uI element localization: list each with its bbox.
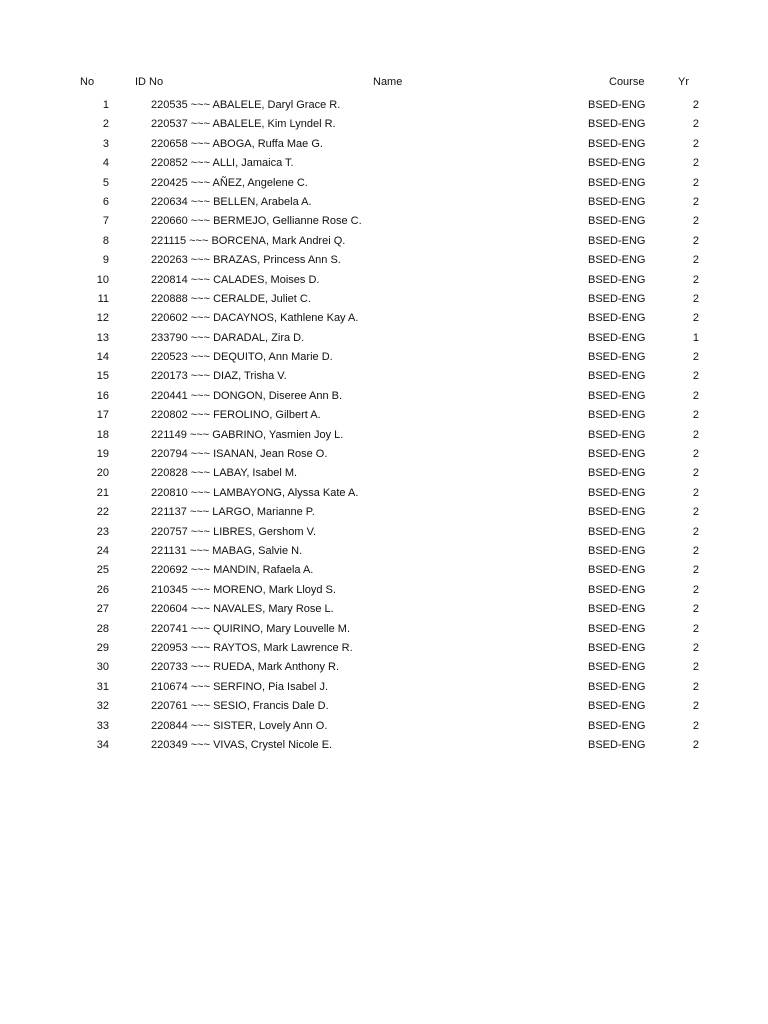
course: BSED-ENG (588, 719, 646, 732)
row-number: 5 (102, 176, 109, 189)
table-row (0, 426, 768, 445)
row-number: 11 (97, 292, 109, 305)
id-and-name: 220535 ~~~ ABALELE, Daryl Grace R. (151, 99, 341, 111)
id-and-name: 220810 ~~~ LAMBAYONG, Alyssa Kate A. (151, 486, 359, 499)
header-course: Course (609, 76, 645, 88)
table-row (0, 503, 768, 522)
id-and-name: 220634 ~~~ BELLEN, Arabela A. (151, 195, 312, 208)
year-level: 2 (692, 448, 699, 461)
row-number: 10 (96, 273, 109, 286)
id-and-name: 220263 ~~~ BRAZAS, Princess Ann S. (151, 254, 341, 267)
year-level: 2 (692, 486, 699, 499)
course: BSED-ENG (588, 428, 646, 441)
course: BSED-ENG (588, 273, 646, 286)
table-row (0, 329, 768, 348)
course: BSED-ENG (588, 234, 646, 247)
row-number: 22 (96, 506, 109, 519)
table-row (0, 717, 768, 736)
id-and-name: 220852 ~~~ ALLI, Jamaica T. (151, 157, 294, 170)
header-no: No (80, 76, 95, 88)
table-row (0, 464, 768, 483)
id-and-name: 210345 ~~~ MORENO, Mark Lloyd S. (151, 583, 336, 596)
year-level: 2 (692, 680, 699, 693)
row-number: 28 (96, 622, 109, 635)
row-number: 14 (96, 351, 109, 364)
row-number: 3 (102, 137, 109, 150)
table-row (0, 115, 768, 134)
year-level: 2 (692, 506, 699, 519)
course: BSED-ENG (588, 409, 646, 422)
row-number: 13 (96, 331, 109, 344)
table-row (0, 445, 768, 464)
year-level: 2 (692, 738, 699, 751)
id-and-name: 220602 ~~~ DACAYNOS, Kathlene Kay A. (151, 312, 359, 325)
year-level: 2 (692, 254, 699, 267)
id-and-name: 220953 ~~~ RAYTOS, Mark Lawrence R. (151, 641, 353, 654)
course: BSED-ENG (588, 622, 646, 635)
year-level: 2 (692, 118, 699, 131)
table-row (0, 484, 768, 503)
id-and-name: 221149 ~~~ GABRINO, Yasmien Joy L. (151, 428, 344, 441)
year-level: 2 (692, 137, 699, 150)
table-row (0, 736, 768, 755)
row-number: 4 (102, 157, 109, 170)
row-number: 15 (96, 370, 109, 383)
row-number: 32 (96, 700, 109, 713)
table-header (0, 74, 768, 90)
header-name: Name (373, 76, 403, 88)
id-and-name: 220604 ~~~ NAVALES, Mary Rose L. (151, 603, 334, 616)
year-level: 2 (692, 157, 699, 170)
course: BSED-ENG (588, 195, 646, 208)
table-row (0, 678, 768, 697)
id-and-name: 220757 ~~~ LIBRES, Gershom V. (151, 525, 317, 538)
header-yr: Yr (678, 76, 689, 88)
course: BSED-ENG (588, 564, 646, 577)
table-row (0, 658, 768, 677)
table-row (0, 406, 768, 425)
id-and-name: 220537 ~~~ ABALELE, Kim Lyndel R. (151, 118, 336, 131)
table-row (0, 639, 768, 658)
row-number: 24 (96, 544, 109, 557)
course: BSED-ENG (588, 486, 646, 499)
row-number: 33 (96, 719, 109, 732)
year-level: 2 (692, 99, 699, 111)
row-number: 17 (96, 409, 109, 422)
table-row (0, 154, 768, 173)
year-level: 2 (692, 409, 699, 422)
row-number: 8 (102, 234, 109, 247)
course: BSED-ENG (588, 641, 646, 654)
year-level: 2 (692, 467, 699, 480)
course: BSED-ENG (588, 603, 646, 616)
course: BSED-ENG (588, 99, 646, 111)
year-level: 2 (692, 603, 699, 616)
row-number: 26 (96, 583, 109, 596)
id-and-name: 210674 ~~~ SERFINO, Pia Isabel J. (151, 680, 329, 693)
course: BSED-ENG (588, 157, 646, 170)
course: BSED-ENG (588, 525, 646, 538)
course: BSED-ENG (588, 215, 646, 228)
course: BSED-ENG (588, 661, 646, 674)
table-row (0, 271, 768, 290)
course: BSED-ENG (588, 467, 646, 480)
course: BSED-ENG (588, 448, 646, 461)
year-level: 2 (692, 234, 699, 247)
row-number: 23 (96, 525, 109, 538)
id-and-name: 220425 ~~~ AÑEZ, Angelene C. (151, 176, 308, 189)
course: BSED-ENG (588, 700, 646, 713)
id-and-name: 220844 ~~~ SISTER, Lovely Ann O. (151, 719, 328, 732)
year-level: 2 (692, 176, 699, 189)
course: BSED-ENG (588, 583, 646, 596)
course: BSED-ENG (588, 331, 646, 344)
year-level: 2 (692, 719, 699, 732)
header-id-no: ID No (135, 76, 164, 88)
row-number: 20 (96, 467, 109, 480)
year-level: 2 (692, 312, 699, 325)
year-level: 2 (692, 661, 699, 674)
course: BSED-ENG (588, 370, 646, 383)
year-level: 2 (692, 370, 699, 383)
row-number: 12 (96, 312, 109, 325)
id-and-name: 220441 ~~~ DONGON, Diseree Ann B. (151, 389, 343, 402)
course: BSED-ENG (588, 506, 646, 519)
table-row (0, 561, 768, 580)
year-level: 2 (692, 525, 699, 538)
table-row (0, 523, 768, 542)
id-and-name: 220523 ~~~ DEQUITO, Ann Marie D. (151, 351, 333, 364)
course: BSED-ENG (588, 254, 646, 267)
row-number: 30 (96, 661, 109, 674)
table-row (0, 697, 768, 716)
course: BSED-ENG (588, 137, 646, 150)
course: BSED-ENG (588, 544, 646, 557)
year-level: 2 (692, 583, 699, 596)
table-row (0, 348, 768, 367)
row-number: 19 (96, 448, 109, 461)
row-number: 31 (96, 680, 109, 693)
row-number: 25 (96, 564, 109, 577)
year-level: 2 (692, 564, 699, 577)
id-and-name: 220733 ~~~ RUEDA, Mark Anthony R. (151, 661, 340, 674)
table-row (0, 96, 768, 115)
table-row (0, 542, 768, 561)
table-row (0, 309, 768, 328)
year-level: 2 (692, 641, 699, 654)
table-row (0, 135, 768, 154)
id-and-name: 220173 ~~~ DIAZ, Trisha V. (151, 370, 287, 383)
row-number: 27 (96, 603, 109, 616)
table-row (0, 387, 768, 406)
row-number: 21 (96, 486, 109, 499)
year-level: 2 (692, 273, 699, 286)
course: BSED-ENG (588, 738, 646, 751)
course: BSED-ENG (588, 118, 646, 131)
year-level: 2 (692, 351, 699, 364)
row-number: 34 (96, 738, 109, 751)
id-and-name: 220349 ~~~ VIVAS, Crystel Nicole E. (151, 738, 333, 751)
year-level: 2 (692, 389, 699, 402)
id-and-name: 220692 ~~~ MANDIN, Rafaela A. (151, 564, 314, 577)
row-number: 1 (102, 99, 109, 111)
id-and-name: 221115 ~~~ BORCENA, Mark Andrei Q. (151, 234, 346, 247)
year-level: 2 (692, 544, 699, 557)
table-row (0, 251, 768, 270)
table-row (0, 212, 768, 231)
row-number: 9 (102, 254, 109, 267)
year-level: 2 (692, 292, 699, 305)
course: BSED-ENG (588, 389, 646, 402)
course: BSED-ENG (588, 292, 646, 305)
course: BSED-ENG (588, 176, 646, 189)
year-level: 2 (692, 622, 699, 635)
table-row (0, 232, 768, 251)
table-row (0, 193, 768, 212)
table-body (0, 96, 768, 755)
table-row (0, 290, 768, 309)
row-number: 7 (102, 215, 109, 228)
id-and-name: 220888 ~~~ CERALDE, Juliet C. (151, 292, 311, 305)
row-number: 29 (96, 641, 109, 654)
year-level: 2 (692, 428, 699, 441)
row-number: 6 (102, 195, 109, 208)
year-level: 1 (692, 331, 699, 344)
table-row (0, 581, 768, 600)
table-row (0, 367, 768, 386)
year-level: 2 (692, 195, 699, 208)
course: BSED-ENG (588, 351, 646, 364)
row-number: 2 (102, 118, 109, 131)
id-and-name: 220658 ~~~ ABOGA, Ruffa Mae G. (151, 137, 323, 150)
id-and-name: 221131 ~~~ MABAG, Salvie N. (151, 544, 303, 557)
id-and-name: 220828 ~~~ LABAY, Isabel M. (151, 467, 298, 480)
year-level: 2 (692, 215, 699, 228)
id-and-name: 220741 ~~~ QUIRINO, Mary Louvelle M. (151, 622, 351, 635)
table-row (0, 600, 768, 619)
row-number: 16 (96, 389, 109, 402)
id-and-name: 221137 ~~~ LARGO, Marianne P. (151, 506, 315, 519)
course: BSED-ENG (588, 312, 646, 325)
id-and-name: 220761 ~~~ SESIO, Francis Dale D. (151, 700, 329, 713)
id-and-name: 220660 ~~~ BERMEJO, Gellianne Rose C. (151, 215, 362, 228)
course: BSED-ENG (588, 680, 646, 693)
id-and-name: 233790 ~~~ DARADAL, Zira D. (151, 331, 305, 344)
table-row (0, 174, 768, 193)
id-and-name: 220814 ~~~ CALADES, Moises D. (151, 273, 320, 286)
row-number: 18 (96, 428, 109, 441)
id-and-name: 220794 ~~~ ISANAN, Jean Rose O. (151, 448, 328, 461)
id-and-name: 220802 ~~~ FEROLINO, Gilbert A. (151, 409, 321, 422)
table-row (0, 620, 768, 639)
year-level: 2 (692, 700, 699, 713)
